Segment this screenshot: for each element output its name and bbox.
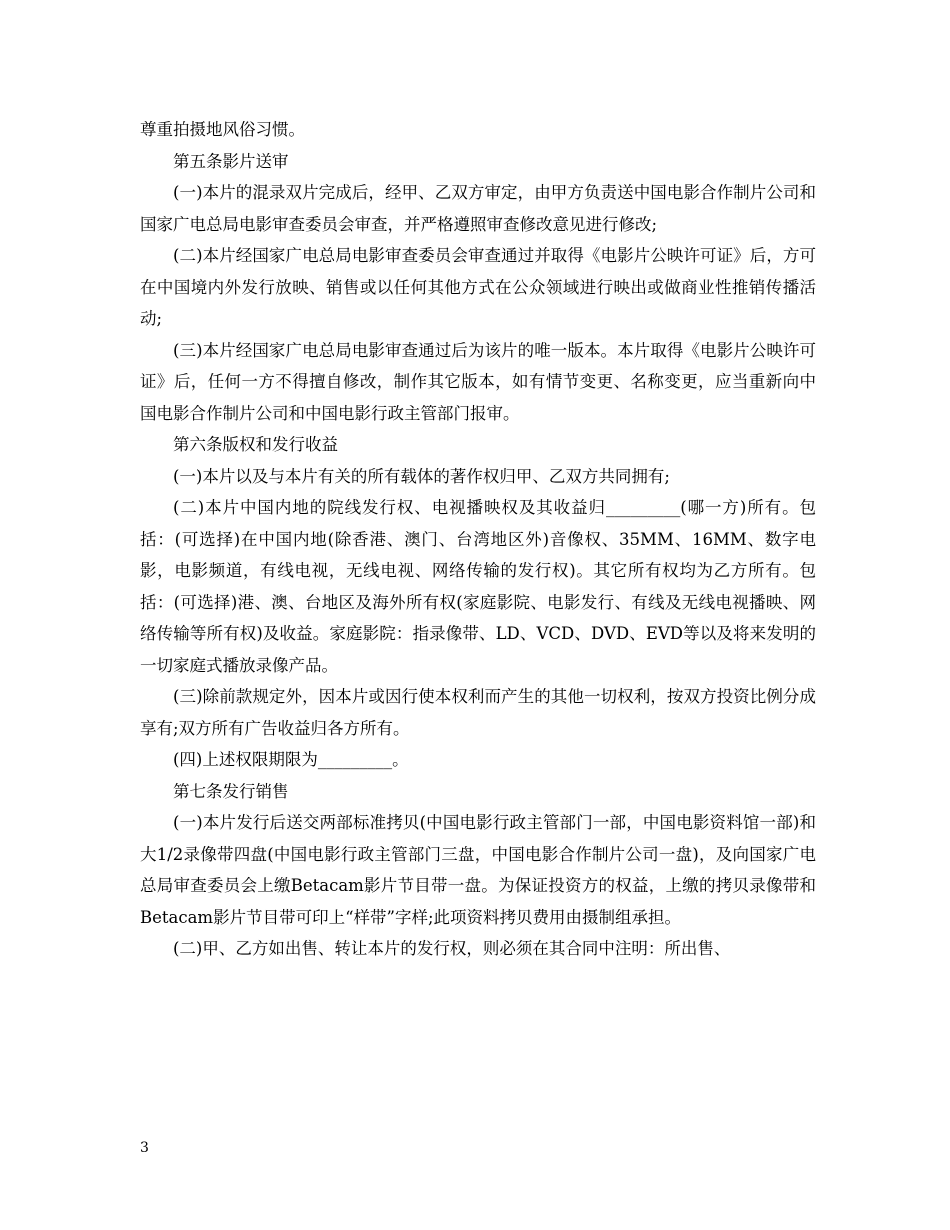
page-number: 3: [140, 1140, 149, 1156]
paragraph: (四)上述权限期限为_________。: [173, 750, 409, 769]
paragraph: (二)本片中国内地的院线发行权、电视播映权及其收益归_________(哪一方)所有。包括：(可选择)在中国内地(除香港、澳门、台湾地区外)音像权、35MM、16MM、数字电影，电影频道，有线电视，无线电视、网络传输的发行权)。其它所有权均为乙方所有。包括：(可选择)港、澳、台地区及海外所有权(家庭影院、电影发行、有线及无线电视播映、网络传输等所有权)及收益。家庭影院：指录像带、LD、VCD、DVD、EVD等以及将来发明的一切家庭式播放录像产品。: [140, 498, 816, 675]
paragraph: 尊重拍摄地风俗习惯。: [140, 120, 305, 139]
section-heading: 第六条版权和发行收益: [173, 435, 338, 454]
section-heading: 第五条影片送审: [173, 151, 289, 171]
paragraph: (一)本片发行后送交两部标准拷贝(中国电影行政主管部门一部，中国电影资料馆一部)和大1/2录像带四盘(中国电影行政主管部门三盘，中国电影合作制片公司一盘)，及向国家广电总局审查委员会上缴Betacam影片节目带一盘。为保证投资方的权益，上缴的拷贝录像带和Betacam影片节目带可印上“样带”字样;此项资料拷贝费用由摄制组承担。: [140, 813, 816, 927]
paragraph: (三)除前款规定外，因本片或因行使本权利而产生的其他一切权利，按双方投资比例分成享有;双方所有广告收益归各方所有。: [140, 687, 816, 738]
paragraph: (二)本片经国家广电总局电影审查委员会审查通过并取得《电影片公映许可证》后，方可在中国境内外发行放映、销售或以任何其他方式在公众领域进行映出或做商业性推销传播活动;: [140, 246, 816, 328]
paragraph: (二)甲、乙方如出售、转让本片的发行权，则必须在其合同中注明：所出售、: [173, 939, 731, 958]
section-heading: 第七条发行销售: [173, 781, 289, 801]
paragraph: (一)本片以及与本片有关的所有载体的著作权归甲、乙双方共同拥有;: [173, 466, 670, 486]
paragraph: (一)本片的混录双片完成后，经甲、乙双方审定，由甲方负责送中国电影合作制片公司和国家广电总局电影审查委员会审查，并严格遵照审查修改意见进行修改;: [140, 183, 816, 234]
document-body: [140, 114, 816, 965]
paragraph: (三)本片经国家广电总局电影审查通过后为该片的唯一版本。本片取得《电影片公映许可证》后，任何一方不得擅自修改，制作其它版本，如有情节变更、名称变更，应当重新向中国电影合作制片公司和中国电影行政主管部门报审。: [140, 340, 816, 423]
